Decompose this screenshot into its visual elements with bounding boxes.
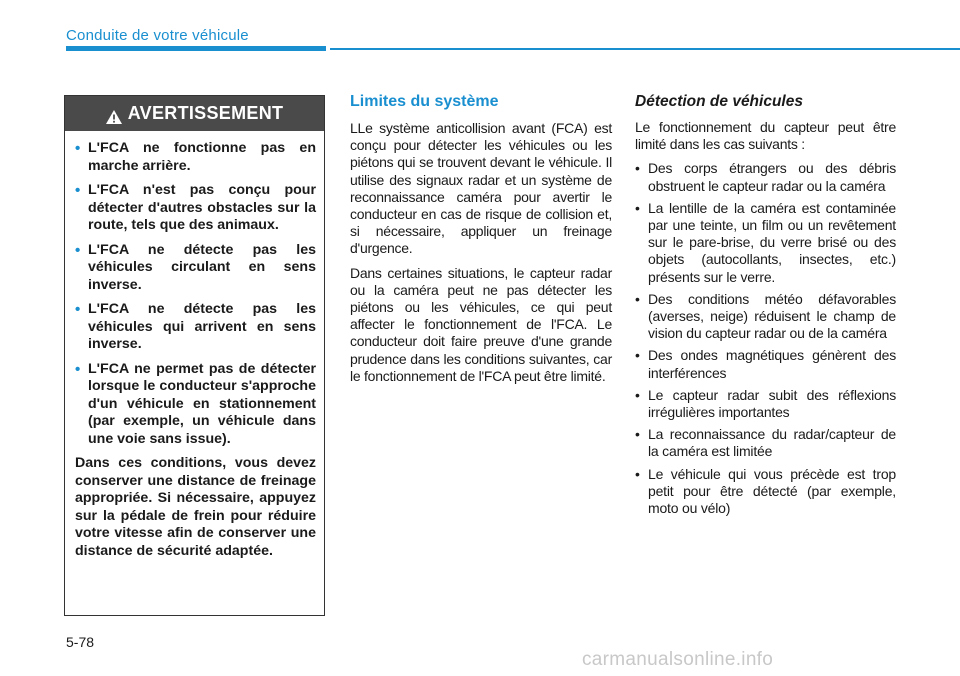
list-item: • Le capteur radar subit des réflexions irrégulières importantes: [635, 386, 896, 421]
header-rule-thick: [66, 46, 326, 51]
bullet-icon: •: [635, 426, 640, 443]
watermark: carmanualsonline.info: [582, 649, 774, 670]
list-item: • La reconnaissance du radar/capteur de la caméra est limitée: [635, 426, 896, 460]
paragraph: Dans certaines situations, le capteur radar ou la caméra peut ne pas détecter les piétons ou les véhicules, ce qui peut affecter le fonctionnement de l'FCA. Le conducteur doit faire preuve d'une grande prudence dans les conditions suivantes, car le fonctionnement de l'FCA peut être limité.: [350, 264, 612, 384]
warning-item: • L'FCA ne fonctionne pas en marche arrière.: [75, 140, 316, 174]
warning-box: [64, 95, 325, 616]
bullet-icon: •: [75, 241, 81, 259]
header-rule-thin: [330, 48, 960, 50]
bullet-icon: •: [635, 290, 640, 307]
subsection-heading: Détection de véhicules: [635, 93, 803, 110]
bullet-icon: •: [75, 301, 81, 318]
bullet-icon: •: [635, 465, 640, 482]
section-title: Conduite de votre véhicule: [66, 27, 249, 44]
bullet-icon: •: [635, 160, 640, 177]
bullet-icon: •: [635, 386, 640, 403]
section-heading: Limites du système: [350, 93, 499, 110]
warning-item: • L'FCA ne détecte pas les véhicules qui arrivent en sens inverse.: [75, 301, 316, 352]
middle-column: [350, 93, 612, 392]
bullet-icon: •: [75, 140, 81, 157]
warning-item: • L'FCA ne permet pas de détecter lorsque le conducteur s'approche d'un véhicule en stationnement (par exemple, un véhicule dans une voie sans issue).: [75, 360, 316, 447]
intro-paragraph: Le fonctionnement du capteur peut être limité dans les cas suivants :: [635, 119, 896, 153]
list-item: • Le véhicule qui vous précède est trop petit pour être détecté (par exemple, moto ou vélo): [635, 465, 896, 517]
warning-title: AVERTISSEMENT: [127, 103, 284, 123]
right-column: [635, 93, 896, 522]
list-item: • La lentille de la caméra est contaminée par une teinte, un film ou un revêtement sur le pare-brise, du verre brisé ou des objets (autocollants, insectes, etc.) présents sur le verre.: [635, 199, 896, 285]
warning-header: [65, 96, 324, 131]
list-item: • Des ondes magnétiques génèrent des interférences: [635, 347, 896, 381]
bullet-icon: •: [75, 182, 81, 199]
bullet-icon: •: [635, 347, 640, 364]
bullet-icon: •: [75, 360, 81, 378]
warning-closing: Dans ces conditions, vous devez conserver une distance de freinage appropriée. Si nécessaire, appuyez sur la pédale de frein pour réduire votre vitesse afin de conserver une distance de sécurité adaptée.: [75, 455, 316, 559]
bullet-icon: •: [635, 199, 640, 216]
paragraph: LLe système anticollision avant (FCA) est conçu pour détecter les véhicules ou les piétons qui se trouvent devant le véhicule. Il utilise des signaux radar et un système de reconnaissance caméra pour avertir le conducteur en cas de risque de collision et, si nécessaire, appliquer un freinage d'urgence.: [350, 120, 612, 257]
warning-triangle-icon: [106, 108, 122, 122]
list-item: • Des corps étrangers ou des débris obstruent le capteur radar ou la caméra: [635, 160, 896, 194]
list-item: • Des conditions météo défavorables (averses, neige) réduisent le champ de vision du capteur radar ou de la caméra: [635, 290, 896, 342]
page-number: 5-78: [66, 634, 95, 650]
warning-item: • L'FCA ne détecte pas les véhicules circulant en sens inverse.: [75, 241, 316, 293]
warning-item: • L'FCA n'est pas conçu pour détecter d'autres obstacles sur la route, tels que des animaux.: [75, 182, 316, 233]
